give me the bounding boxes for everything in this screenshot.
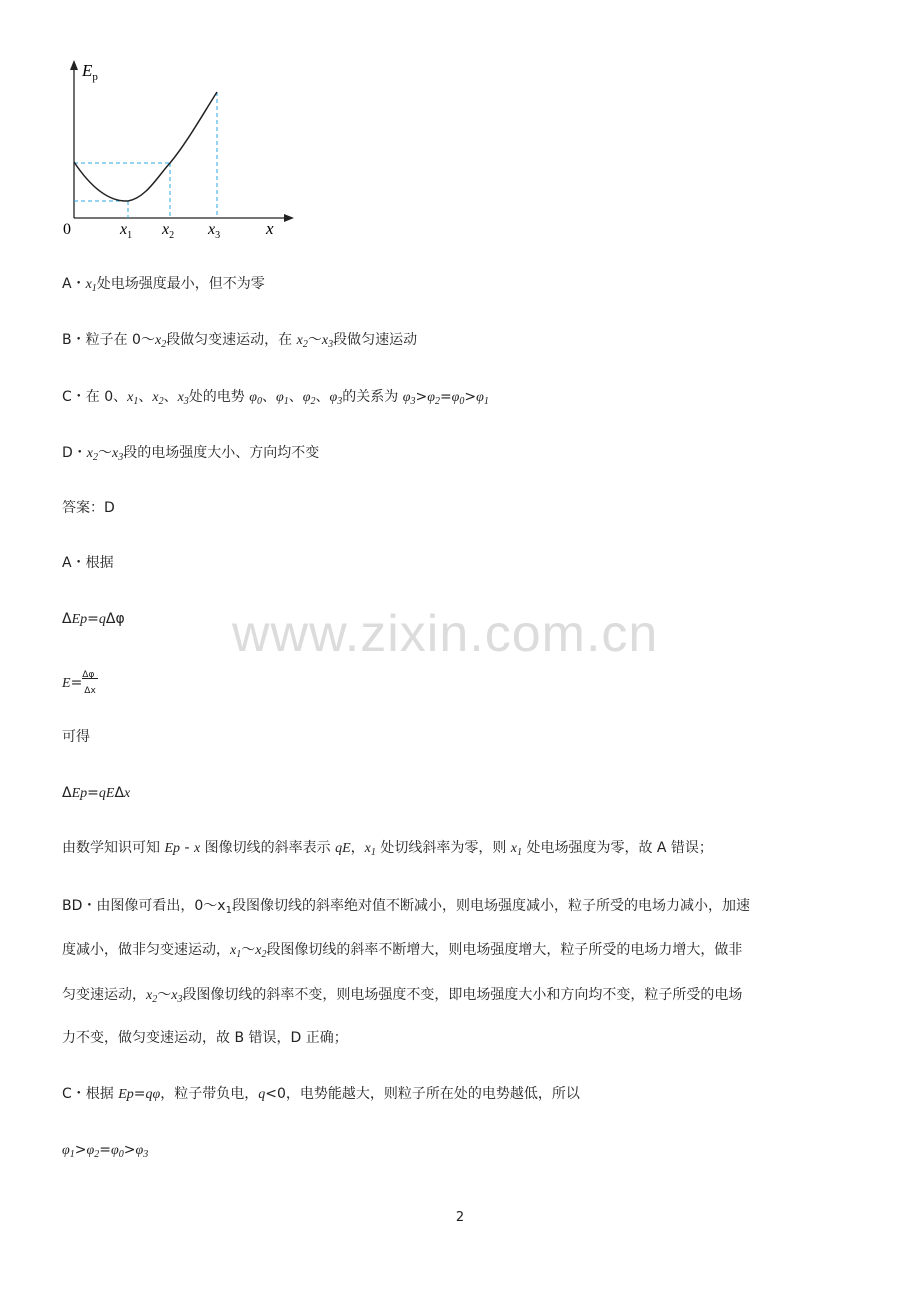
- solution-c: C・根据 Ep=qφ，粒子带负电，q<0，电势能越大，则粒子所在处的电势越低，所以: [62, 1086, 580, 1102]
- watermark: www.zixin.com.cn: [232, 605, 659, 663]
- page-number: 2: [455, 1210, 465, 1225]
- option-c: C・在 0、$x_1$、$x_2$、$x_3$处的电势 $\varphi_0$、$\varphi_1$、$\varphi_2$、$\varphi_3$的关系为 $\varphi_3>\varphi_2=\varphi_0>\varphi_1$: [62, 389, 489, 407]
- x3-tick-label: $x_3$: [208, 221, 221, 241]
- ep-curve: [74, 92, 217, 201]
- x2-tick-label: $x_2$: [162, 221, 175, 241]
- x1-tick-label: $x_1$: [120, 221, 133, 241]
- fraction: $\frac{\Delta\varphi}{\Delta x}$: [82, 667, 100, 697]
- final-relation: $\varphi_1>\varphi_2=\varphi_0>\varphi_3$: [62, 1142, 149, 1160]
- x-axis-arrow: [284, 214, 294, 222]
- y-axis-arrow: [70, 60, 78, 70]
- option-b: B・粒子在 $0\sim x_2$段做匀变速运动，在 $x_2\sim x_3$段做匀速运动: [62, 332, 418, 350]
- solution-bd-line-4: 力不变，做匀变速运动，故 B 错误，D 正确；: [62, 1030, 348, 1046]
- equation-2: E= $\frac{\Delta\varphi}{\Delta x}$: [62, 667, 100, 697]
- guide-lines: [74, 92, 217, 218]
- equation-1: ΔEp=qΔφ: [62, 611, 125, 627]
- solution-a-heading: A・根据: [62, 555, 114, 571]
- y-axis-label: $E_p$: [82, 61, 98, 83]
- ep-x-graph: [58, 56, 318, 246]
- answer: 答案：D: [62, 500, 115, 516]
- solution-bd-line-1: BD・由图像可看出，$0\sim x_1$段图像切线的斜率绝对值不断减小，则电场强度减小，粒子所受的电场力减小，加速: [62, 898, 750, 916]
- x-axis-label: x: [266, 219, 274, 238]
- option-a: A・$x_1$处电场强度最小，但不为零: [62, 276, 265, 294]
- origin-label: 0: [63, 221, 71, 238]
- solution-bd-line-3: 匀变速运动，$x_2\sim x_3$段图像切线的斜率不变，则电场强度不变，即电场强度大小和方向均不变，粒子所受的电场: [62, 987, 743, 1005]
- solution-a-explanation: 由数学知识可知 Ep - x 图像切线的斜率表示 qE，$x_1$ 处切线斜率为零，则 $x_1$ 处电场强度为零，故 A 错误；: [62, 840, 713, 858]
- equation-3: ΔEp=qEΔx: [62, 785, 131, 801]
- kede-text: 可得: [62, 729, 90, 745]
- option-d: D・$x_2\sim x_3$段的电场强度大小、方向均不变: [62, 445, 320, 463]
- solution-bd-line-2: 度减小，做非匀变速运动，$x_1\sim x_2$段图像切线的斜率不断增大，则电场强度增大，粒子所受的电场力增大，做非: [62, 942, 743, 960]
